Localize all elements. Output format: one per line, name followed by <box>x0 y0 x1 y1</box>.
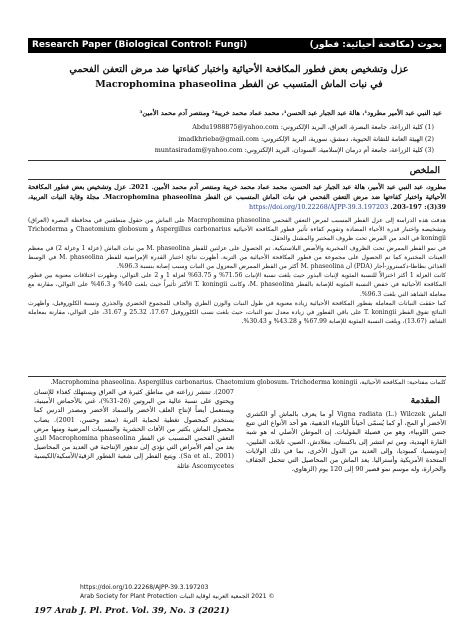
affiliations <box>30 122 434 157</box>
affiliation-3: (3) كلية الزراعة، جامعة أم درمان الإسلامية، السودان، البريد الإلكتروني: muntasiradam@yahoo.com <box>154 146 434 154</box>
summary-heading: الملخص <box>409 166 440 176</box>
author-list: عبد النبي عبد الأمير مطرود¹، هالة عبد الجبار عبد الحسن¹، محمد عماد محمد خريبة² ومنتصر آدم محمد الأمين³ <box>139 109 442 117</box>
introduction-heading: المقدمة <box>410 396 440 406</box>
intro-right-column: الماش Vigna radiata (L.) Wilczek أو ما يعرف بالماش أو الكشري الأخضر أو المج، أو كما يُسمّى أحياناً اللوبياء الذهبية، هو أحد الأنواع التي تتبع جنس اللوبياء، وهو من فصيلة البقوليات. إن الموطن الأصلي له هو شبه القارة الهندية، ومن ثم انتشر إلى باكستان، بنغلادش، الصين، تايلاند، الفلبين، إندونيسيا، كمبوديا، وإلى العديد من الدول الأخرى، بما في ذلك الولايات المتحدة الأمريكية وأستراليا. يعد الماش من المحاصيل التي تتحمل الجفاف والحرارة، وله موسم نمو قصير 90 إلى 120 يوم (الزهاوي، <box>246 410 446 474</box>
abstract-paragraph: كما حققت النباتات المعاملة بفطور المكافحة الأحيائية زيادة معنوية في طول النبات والوزن الطري والجاف للمجموع الخضري والجذري ونسبة الكلوروفيل، وأظهرت النتائج تفوق الفطر T. koningii على باقي الفطور في زيادة معدل نمو النبات، حيث بلغت نسب الكلوروفيل 17.67، 25.32 و 31.67، على التوالي، مقارنة بمعاملة الشاهد (13.67)، وبلغت النسبة المئوية للإصابة 67.99% و 43.28% و 30.43%. <box>28 299 446 326</box>
banner-english: Research Paper (Biological Control: Fungi) <box>32 40 248 50</box>
paper-title <box>44 62 434 92</box>
abstract-body <box>28 216 446 326</box>
abstract-paragraph: هدفت هذه الدراسة إلى عزل الفطر المسبب لمرض التعفن الفحمي Macrophomina phaseolina على الماش من حقول منطقتين في محافظة البصرة (العراق) وتشخيصه واختبار قدرة الأحياء المضادة وتقويم كفاءة تأثير فطور المكافحة الأحيائية Aspergillus carbonarius و Chaetomium globosum و Trichoderma koningii في الحد من المرض تحت ظروف المختبر والمشتل والحقل. <box>28 217 447 243</box>
abstract-paragraph: في نمو الفطر الممرض تحت الظروف المخبرية والأصص البلاستيكية. تم الحصول على عزلتين للفطر M. phaseolina من نبات الماش (عزلة 1 وعزلة 2) في معظم العينات المختبرة كما تم الحصول على مجموعة من فطور المكافحة الأحيائية من التربة. أظهرت نتائج اختبار القدرة الإمراضية للفطر M. phaseolina في الوسط الغذائي بطاطا-دكستروز-أجار (PDA) أن M. phaseolina أكثر من الفطر الممرض المعزول من النبات وسبب إصابة بنسبة 96.3%. <box>28 244 446 271</box>
footer-society: © 2021 الجمعية العربية لوقاية النبات Arab Society for Plant Protection <box>80 593 275 600</box>
affiliation-1: (1) كلية الزراعة، جامعة البصرة، العراق، البريد الإلكتروني: Abdu1988875@yahoo.com <box>192 123 434 131</box>
title-line-1: عزل وتشخيص بعض فطور المكافحة الأحيائية واختبار كفاءتها ضد مرض التعفن الفحمي <box>69 64 409 75</box>
intro-left-column: 2007). تنتشر زراعته في مناطق كثيرة في العراق ويستهلك كغذاء للإنسان ويحتوي على نسبة عالية من البروتين (26-31%)، غني بالأحماض الأمينية، ويستعمل أيضاً لإنتاج العلف الأخضر والسماد الأخضر ومصدر الدرس كما يستخدم كمحصول تغطية لحماية التربة (سعد وحسن، 2001). يصاب محصول الماش بكثير من الآفات الحشرية والمسببات المرضية ومنها مرض التعفن الفحمي المتسبب عن الفطر Macrophomina phaseolina الذي يعد من أهم الأمراض التي تؤدي إلى تدهور الإنتاجية في العديد من المحاصيل (Sa et al., 2001). ويتبع الفطر إلى شعبة الفطور الزقية/الأسكية/الكيسية Ascomycetes عائلة <box>34 388 234 470</box>
section-banner <box>28 38 446 53</box>
keywords: كلمات مفتاحية: المكافحة الأحيائية، Macrophomina phaseolina، Aspergillus carbonarius، Chaetomium globosum، Trichoderma koningii. <box>50 379 446 386</box>
citation-text: مطرود، عبد النبي عبد الأمير، هالة عبد الجبار عبد الحسن، محمد عماد محمد خريبة ومنتصر آدم محمد الأمين. 2021. عزل وتشخيص بعض فطور المكافحة الأحيائية واختبار كفاءتها ضد مرض التعفن الفحمي في نبات الماش المتسبب عن الفطر Macrophomina phaseolina. مجلة وقاية النبات العربية، 39(3): 197-203. <box>28 183 447 211</box>
footer-doi[interactable]: https://doi.org/10.22268/AJPP-39.3.197203 <box>80 584 209 591</box>
banner-arabic: بحوث (مكافحة أحيائية: فطور) <box>309 40 442 50</box>
abstract-paragraph: كانت العزلة 1 أكثر اختزالاً للنسبة المئوية لإنبات البذور حيث بلغت نسبة الإنبات 71.56% و 63.75% لعزلة 1 و 2 على التوالي، وظهرت اختلافات معنوية بين فطور المكافحة الأحيائية في خفض النسبة المئوية للإصابة بالفطر M. phaseolina، وكانت T. koningii الأكثر تأثيراً حيث بلغت 40% و 46.3% على التوالي، مقارنة مع معاملة الشاهد التي بلغت 96.3%. <box>28 272 447 298</box>
divider <box>28 160 446 161</box>
citation-block <box>28 182 446 212</box>
title-line-2: في نبات الماش المتسبب عن الفطر Macrophomina phaseolina <box>95 79 383 90</box>
citation-doi-link[interactable]: https://doi.org/10.22268/AJPP-39.3.197203 <box>249 203 389 211</box>
footer-journal: 197 Arab J. Pl. Prot. Vol. 39, No. 3 (2021) <box>34 606 230 616</box>
divider <box>28 179 446 180</box>
divider <box>28 376 446 377</box>
affiliation-2: (2) الهيئة العامة للتقانة الحيوية، دمشق، سورية، البريد الإلكتروني: imadkhrieba@gmail.com <box>178 134 434 143</box>
